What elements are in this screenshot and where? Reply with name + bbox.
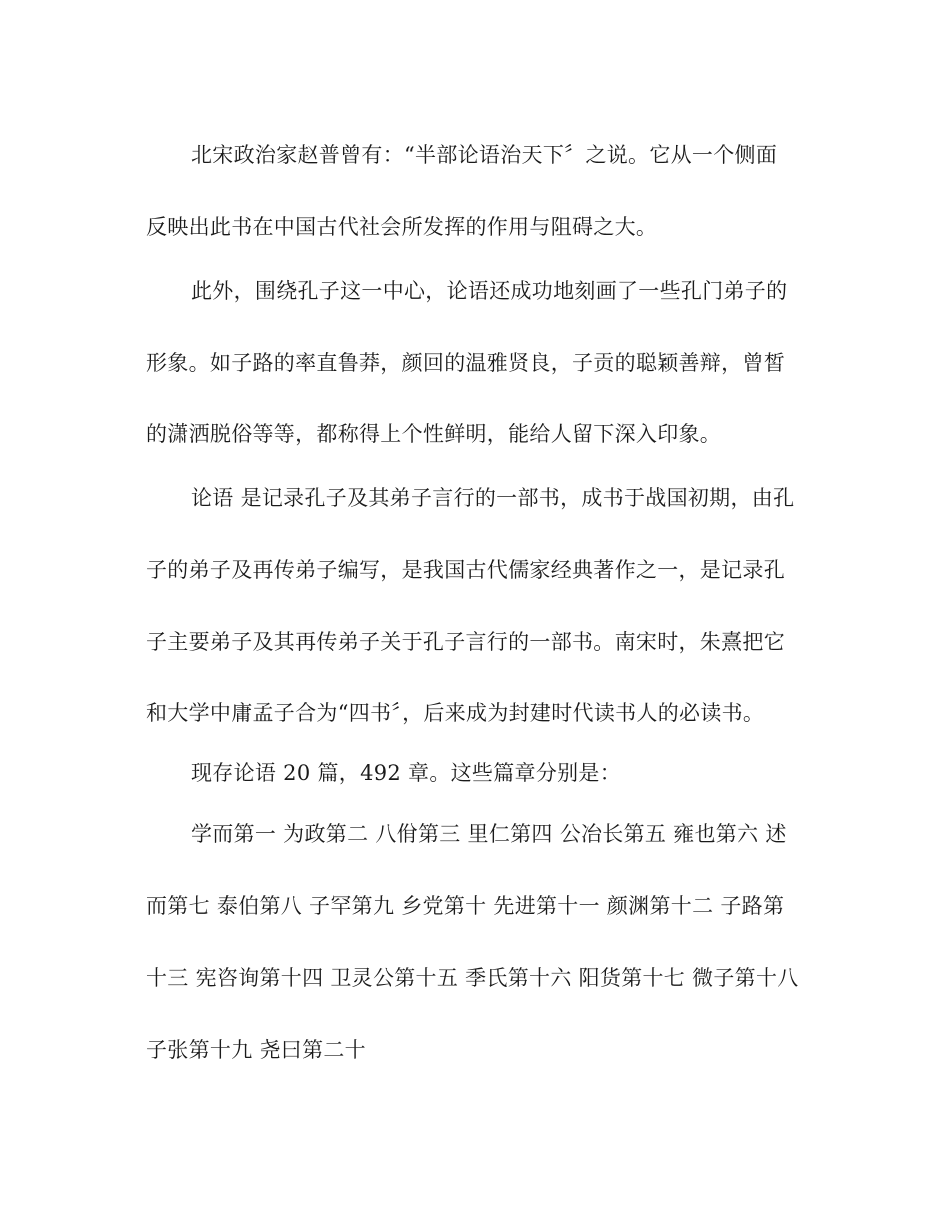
paragraph-1-line-2: 反映出此书在中国古代社会所发挥的作用与阻碍之大。 [146,215,658,239]
paragraph-2-line-2: 形象。如子路的率直鲁莽，颜回的温雅贤良，子贡的聪颖善辩，曾皙 [146,351,785,375]
paragraph-3-line-2: 子的弟子及再传弟子编写，是我国古代儒家经典著作之一，是记录孔 [146,558,785,582]
paragraph-5-line-4: 子张第十九 尧曰第二十 [146,1038,366,1062]
paragraph-5-line-3: 十三 宪咨询第十四 卫灵公第十五 季氏第十六 阳货第十七 微子第十八 [146,966,799,990]
paragraph-3-line-1: 论语 是记录孔子及其弟子言行的一部书，成书于战国初期，由孔 [191,486,795,510]
paragraph-2-line-1: 此外，围绕孔子这一中心，论语还成功地刻画了一些孔门弟子的 [191,279,788,303]
paragraph-3-line-4: 和大学中庸孟子合为“四书〞，后来成为封建时代读书人的必读书。 [146,701,765,725]
paragraph-3-line-3: 子主要弟子及其再传弟子关于孔子言行的一部书。南宋时，朱熹把它 [146,630,785,654]
paragraph-5-line-1: 学而第一 为政第二 八佾第三 里仁第四 公冶长第五 雍也第六 述 [191,822,787,846]
paragraph-1-line-1: 北宋政治家赵普曾有：“半部论语治天下〞之说。它从一个侧面 [191,143,778,167]
paragraph-4-line-1: 现存论语 20 篇，492 章。这些篇章分别是： [191,761,622,785]
paragraph-2-line-3: 的潇洒脱俗等等，都称得上个性鲜明，能给人留下深入印象。 [146,422,722,446]
paragraph-5-line-2: 而第七 泰伯第八 子罕第九 乡党第十 先进第十一 颜渊第十二 子路第 [146,894,785,918]
